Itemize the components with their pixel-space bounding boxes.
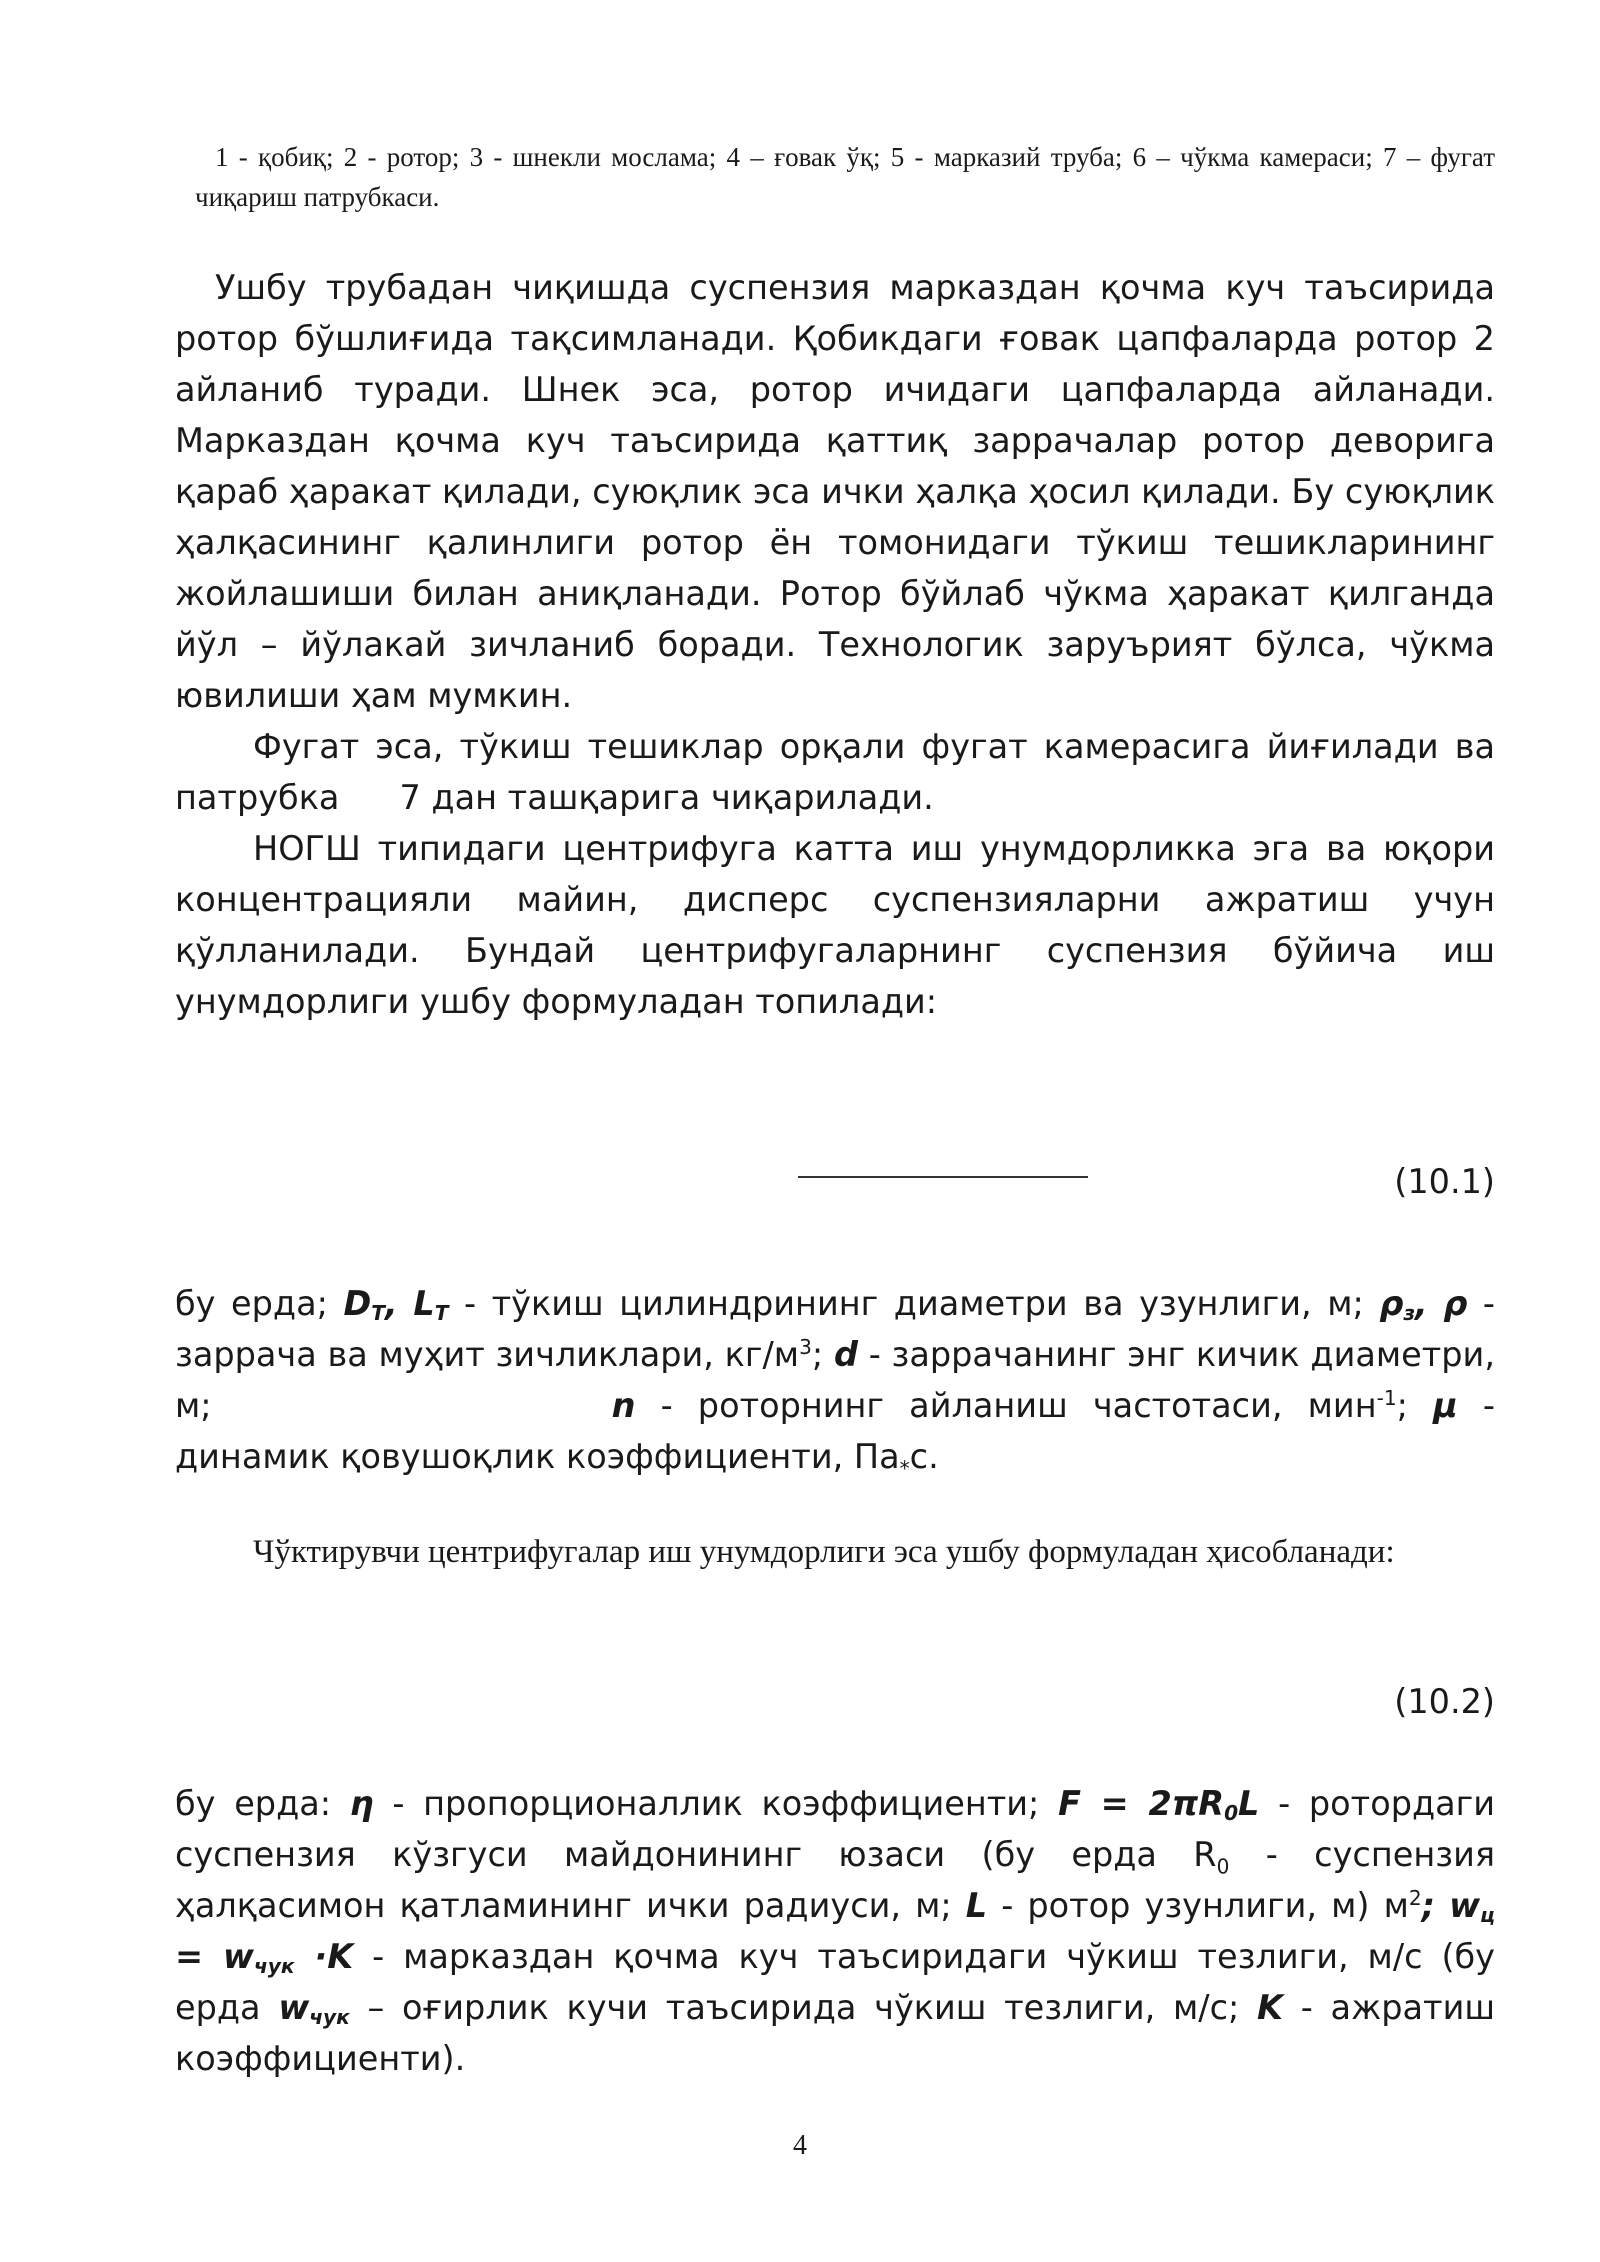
comma: ,: [1415, 1284, 1428, 1323]
semicolon: ;: [1396, 1386, 1408, 1425]
definition-text: - ротордаги суспензия кўзгуси майдонининг юзаси (бу ерда R: [175, 1784, 1496, 1874]
fugate-text-a: Фугат эса, тўкиш тешиклар орқали фугат камерасига йиғилади ва патрубка: [175, 727, 1495, 817]
definition-text: - марказдан қочма куч таъсиридаги чўкиш тезлиги, м/с (бу ерда: [175, 1937, 1496, 2027]
definition-text: - роторнинг айланиш частотаси, мин: [660, 1386, 1377, 1425]
subscript-chuk: чук: [309, 2005, 350, 2030]
subscript-ts: ц: [1480, 1903, 1496, 1928]
symbol-w: w: [278, 1988, 310, 2027]
paragraph-fugate: [175, 721, 1495, 823]
subscript-T: T: [434, 1301, 449, 1326]
symbol-K: ·K: [294, 1937, 354, 1976]
paragraph-sedimenting-centrifuges: Чўктирувчи центрифугалар иш унумдорлиги эса ушбу формуладан ҳисобланади:: [253, 1534, 1395, 1570]
where-block-1: [175, 1278, 1495, 1482]
superscript-minus-1: -1: [1376, 1385, 1397, 1410]
semicolon: ;: [811, 1335, 824, 1374]
definition-text: – оғирлик кучи таъсирида чўкиш тезлиги, м/с;: [367, 1988, 1240, 2027]
equation-number-10-1: (10.1): [1394, 1162, 1495, 1201]
symbol-n: n: [611, 1386, 636, 1425]
definition-text: - пропорционаллик коэффициенти;: [392, 1784, 1040, 1823]
multiply-star: *: [899, 1456, 910, 1481]
definition-text: - суспензия ҳалқасимон қатламининг ички радиуси, м;: [175, 1835, 1495, 1925]
paragraph-rotor-description: Ушбу трубадан чиқишда суспензия марказдан қочма куч таъсирида ротор бўшлиғида тақсимланади. Қобикдаги ғовак цапфаларда ротор 2 айланиб туради. Шнек эса, ротор ичидаги цапфаларда айланади. Марказдан қочма куч таъсирида қаттиқ заррачалар ротор деворига қараб ҳаракат қилади, суюқлик эса ички ҳалқа ҳосил қилади. Бу суюқлик ҳалқасининг қалинлиги ротор ён томонидаги тўкиш тешикларининг жойлашиши билан аниқланади. Ротор бўйлаб чўкма ҳаракат қилганда йўл – йўлакай зичланиб боради. Технологик заруърият бўлса, чўкма ювилиши ҳам мумкин.: [175, 268, 1495, 715]
body-text-top: [175, 262, 1495, 1027]
symbol-w: w: [223, 1937, 254, 1976]
page-number: 4: [793, 2130, 807, 2161]
symbol-L: L: [413, 1284, 435, 1323]
where-block-2: [175, 1778, 1495, 2084]
semicolon: ;: [1421, 1886, 1436, 1925]
definition-text: - динамик қовушоқлик коэффициенти, Па: [175, 1386, 1496, 1476]
equation-number-10-2: (10.2): [1394, 1682, 1495, 1721]
comma: ,: [385, 1284, 398, 1323]
subscript-T: T: [371, 1301, 386, 1326]
superscript-2: 2: [1408, 1885, 1422, 1910]
formula-F: F = 2πR: [1058, 1784, 1225, 1823]
symbol-L: L: [965, 1886, 988, 1925]
definition-text: - ротор узунлиги, м) м: [1001, 1886, 1409, 1925]
definition-text: с.: [909, 1437, 939, 1476]
figure-caption: 1 - қобиқ; 2 - ротор; 3 - шнекли мослама; 4 – ғовак ўқ; 5 - марказий труба; 6 – чўкма камераси; 7 – фугат чиқариш патрубкаси.: [195, 142, 1495, 212]
symbol-rho-z: ρ: [1379, 1284, 1404, 1323]
definition-text: - заррачанинг энг кичик диаметри, м;: [175, 1335, 1495, 1425]
paragraph-nogsh: НОГШ типидаги центрифуга катта иш унумдорликка эга ва юқори концентрацияли майин, дисперс суспензияларни ажратиш учун қўлланилади. Бундай центрифугаларнинг суспензия бўйича иш унумдорлиги ушбу формуладан топилади:: [175, 829, 1495, 1021]
equals-sign: =: [175, 1937, 224, 1976]
subscript-0: 0: [1216, 1854, 1230, 1879]
subscript-chuk: чук: [253, 1954, 295, 1979]
subscript-z: з: [1403, 1301, 1416, 1326]
superscript-3: 3: [799, 1334, 812, 1359]
symbol-rho: ρ: [1443, 1284, 1468, 1323]
symbol-L: L: [1238, 1784, 1260, 1823]
subscript-0: 0: [1224, 1801, 1239, 1826]
equation-fraction-line: [798, 1176, 1088, 1178]
symbol-K: K: [1257, 1988, 1283, 2027]
where-lead: бу ерда;: [175, 1284, 328, 1323]
symbol-d: d: [833, 1335, 858, 1374]
fugate-text-b: 7 дан ташқарига чиқарилади.: [399, 778, 934, 817]
where-lead: бу ерда:: [175, 1784, 332, 1823]
where-paragraph-1: [175, 1278, 1495, 1482]
symbol-D: D: [343, 1284, 372, 1323]
definition-text: - заррача ва муҳит зичликлари, кг/м: [175, 1284, 1496, 1374]
symbol-mu: μ: [1433, 1386, 1458, 1425]
symbol-w: w: [1449, 1886, 1481, 1925]
where-paragraph-2: [175, 1778, 1495, 2084]
symbol-eta: η: [349, 1784, 374, 1823]
definition-text: - ажратиш коэффициенти).: [175, 1988, 1495, 2078]
definition-text: - тўкиш цилиндрининг диаметри ва узунлиги, м;: [463, 1284, 1364, 1323]
